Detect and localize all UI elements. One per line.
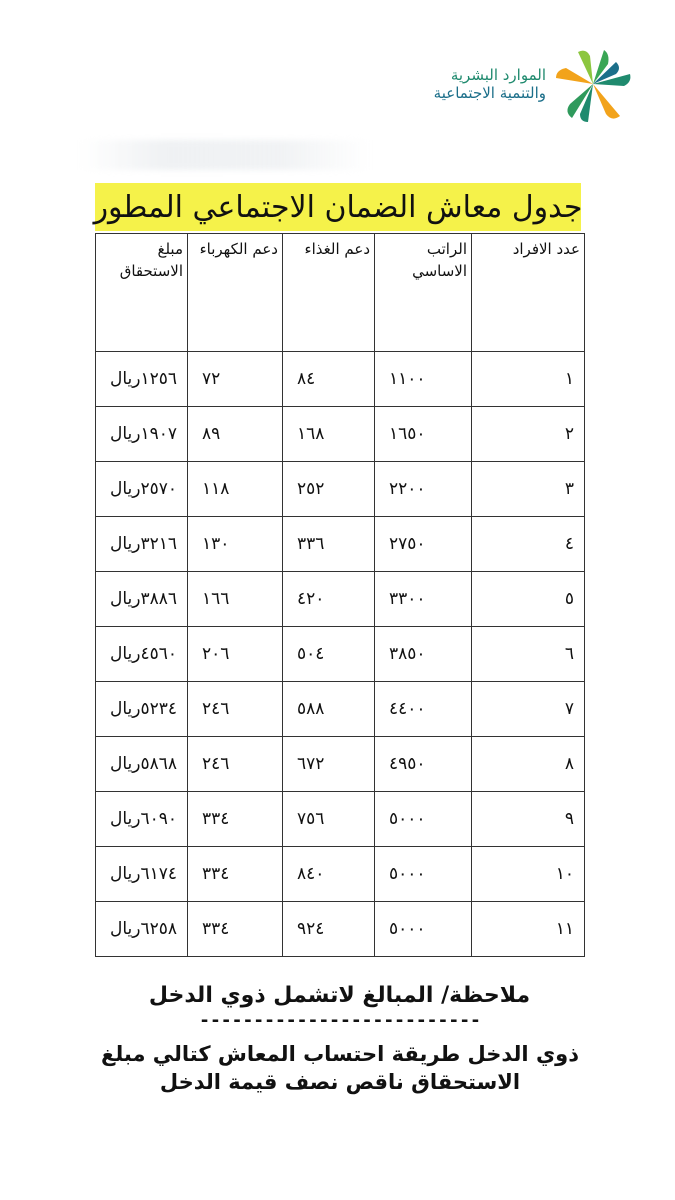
table-row	[96, 737, 585, 792]
header-basic-salary: الراتب الاساسي	[375, 234, 472, 352]
cell-family-members: ٩	[472, 792, 585, 847]
table-row	[96, 517, 585, 572]
cell-basic-salary: ٣٣٠٠	[375, 572, 472, 627]
cell-food-support: ١٦٨	[283, 407, 375, 462]
cell-food-support: ٩٢٤	[283, 902, 375, 957]
cell-entitlement-amount: ٣٨٨٦ريال	[96, 572, 188, 627]
note2-line2: الاستحقاق ناقص نصف قيمة الدخل	[159, 1070, 521, 1094]
cell-basic-salary: ٢٢٠٠	[375, 462, 472, 517]
cell-food-support: ٨٤٠	[283, 847, 375, 902]
table-row	[96, 627, 585, 682]
cell-entitlement-amount: ٥٨٦٨ريال	[96, 737, 188, 792]
cell-food-support: ٤٢٠	[283, 572, 375, 627]
cell-entitlement-amount: ٤٥٦٠ريال	[96, 627, 188, 682]
page-title: جدول معاش الضمان الاجتماعي المطور	[93, 189, 583, 225]
header-entitlement-amount: مبلغ الاستحقاق	[96, 234, 188, 352]
cell-entitlement-amount: ١٩٠٧ريال	[96, 407, 188, 462]
header-electricity-support: دعم الكهرباء	[188, 234, 283, 352]
cell-food-support: ٣٣٦	[283, 517, 375, 572]
background-smudge	[80, 140, 370, 170]
table-row	[96, 902, 585, 957]
cell-family-members: ٦	[472, 627, 585, 682]
table-header-row	[96, 234, 585, 352]
ministry-logo-icon	[552, 44, 634, 124]
cell-electricity-support: ٨٩	[188, 407, 283, 462]
pension-table-container	[95, 233, 584, 957]
table-row	[96, 847, 585, 902]
cell-food-support: ٥٠٤	[283, 627, 375, 682]
cell-electricity-support: ٢٠٦	[188, 627, 283, 682]
ministry-logo	[398, 44, 634, 124]
cell-family-members: ٧	[472, 682, 585, 737]
title-highlight	[95, 183, 581, 231]
cell-basic-salary: ٣٨٥٠	[375, 627, 472, 682]
cell-family-members: ١٠	[472, 847, 585, 902]
note-income-exclusion: ملاحظة/ المبالغ لاتشمل ذوي الدخل	[148, 983, 531, 1008]
cell-electricity-support: ٣٣٤	[188, 902, 283, 957]
cell-electricity-support: ٢٤٦	[188, 737, 283, 792]
cell-family-members: ٤	[472, 517, 585, 572]
cell-basic-salary: ٥٠٠٠	[375, 902, 472, 957]
pension-table	[95, 233, 585, 957]
note2-line1: ذوي الدخل طريقة احتساب المعاش كتالي مبلغ	[100, 1042, 580, 1066]
cell-basic-salary: ١١٠٠	[375, 352, 472, 407]
cell-entitlement-amount: ٥٢٣٤ريال	[96, 682, 188, 737]
cell-family-members: ٢	[472, 407, 585, 462]
cell-basic-salary: ٥٠٠٠	[375, 792, 472, 847]
table-row	[96, 682, 585, 737]
cell-electricity-support: ٣٣٤	[188, 847, 283, 902]
ministry-logo-text	[434, 66, 546, 102]
cell-entitlement-amount: ٢٥٧٠ريال	[96, 462, 188, 517]
cell-entitlement-amount: ٦٠٩٠ريال	[96, 792, 188, 847]
cell-basic-salary: ٢٧٥٠	[375, 517, 472, 572]
cell-food-support: ٢٥٢	[283, 462, 375, 517]
cell-food-support: ٨٤	[283, 352, 375, 407]
cell-electricity-support: ٣٣٤	[188, 792, 283, 847]
cell-basic-salary: ٥٠٠٠	[375, 847, 472, 902]
separator-dashes: --------------------------	[199, 1010, 481, 1031]
cell-family-members: ٨	[472, 737, 585, 792]
cell-basic-salary: ٤٤٠٠	[375, 682, 472, 737]
cell-family-members: ٣	[472, 462, 585, 517]
cell-electricity-support: ١١٨	[188, 462, 283, 517]
cell-entitlement-amount: ١٢٥٦ريال	[96, 352, 188, 407]
cell-food-support: ٧٥٦	[283, 792, 375, 847]
cell-entitlement-amount: ٦٢٥٨ريال	[96, 902, 188, 957]
cell-entitlement-amount: ٣٢١٦ريال	[96, 517, 188, 572]
table-row	[96, 792, 585, 847]
logo-line1: الموارد البشرية	[450, 66, 546, 84]
cell-family-members: ١	[472, 352, 585, 407]
cell-basic-salary: ١٦٥٠	[375, 407, 472, 462]
header-family-members: عدد الافراد	[472, 234, 585, 352]
cell-entitlement-amount: ٦١٧٤ريال	[96, 847, 188, 902]
logo-line2: والتنمية الاجتماعية	[433, 84, 546, 102]
table-body	[96, 352, 585, 957]
cell-electricity-support: ١٦٦	[188, 572, 283, 627]
table-row	[96, 572, 585, 627]
table-row	[96, 407, 585, 462]
cell-food-support: ٦٧٢	[283, 737, 375, 792]
table-row	[96, 352, 585, 407]
note-income-calculation	[60, 1040, 620, 1096]
cell-family-members: ١١	[472, 902, 585, 957]
table-row	[96, 462, 585, 517]
cell-food-support: ٥٨٨	[283, 682, 375, 737]
cell-electricity-support: ٧٢	[188, 352, 283, 407]
cell-basic-salary: ٤٩٥٠	[375, 737, 472, 792]
cell-family-members: ٥	[472, 572, 585, 627]
header-food-support: دعم الغذاء	[283, 234, 375, 352]
cell-electricity-support: ٢٤٦	[188, 682, 283, 737]
cell-electricity-support: ١٣٠	[188, 517, 283, 572]
